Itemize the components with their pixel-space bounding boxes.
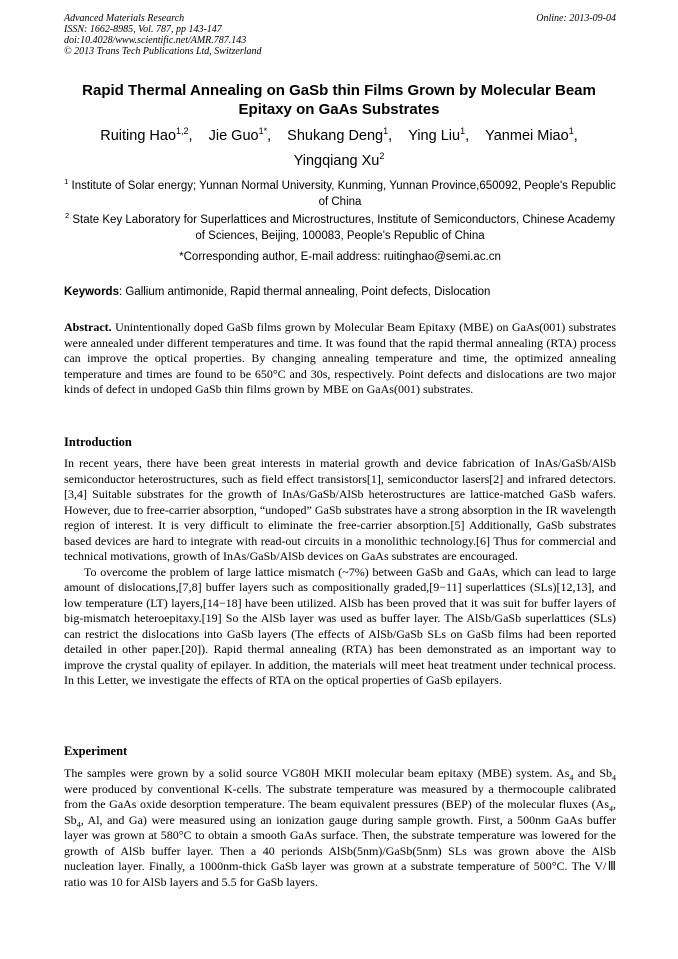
abstract <box>64 320 616 398</box>
author: Jie Guo$^{1*}$, <box>208 126 272 144</box>
copyright-line: © 2013 Trans Tech Publications Ltd, Switzerland <box>64 46 262 57</box>
introduction-section <box>64 456 616 689</box>
author: Ying Liu$^1$, <box>408 126 470 144</box>
author: Ruiting Hao$^{1,2}$, <box>100 126 193 144</box>
experiment-section <box>64 766 616 890</box>
corresponding-author: *Corresponding author, E-mail address: ruitinghao@semi.ac.cn <box>179 251 501 263</box>
journal-name: Advanced Materials Research <box>64 13 185 24</box>
abstract-text: Unintentionally doped GaSb films grown by Molecular Beam Epitaxy (MBE) on GaAs(001) substrates were annealed under different temperatures and time. It was found that the rapid thermal annealing (RTA) process can improve the optical properties. By changing annealing temperature and time, the optimized annealing temperature and times are found to be 650°C and 30s, respectively. Point defects and dislocations are two major kinds of defect in undoped GaSb thin films grown by MBE on GaAs(001) substrates. <box>64 320 616 396</box>
paper-title: Rapid Thermal Annealing on GaSb thin Films Grown by Molecular Beam Epitaxy on GaAs Substrates <box>82 82 596 118</box>
author: Yingqiang Xu$^2$ <box>293 151 385 169</box>
affiliation-1: $^1$ Institute of Solar energy; Yunnan Normal University, Kunming, Yunnan Province,650092, People's Republic of China <box>64 177 616 208</box>
doi-line: doi:10.4028/www.scientific.net/AMR.787.143 <box>64 35 247 46</box>
journal-header <box>64 13 616 57</box>
affiliation-2: $^2$ State Key Laboratory for Superlattices and Microstructures, Institute of Semiconductors, Chinese Academy of Sciences, Beijing, 100083, People's Republic of China <box>64 211 616 242</box>
author-list <box>40 124 638 174</box>
issn-line: ISSN: 1662-8985, Vol. 787, pp 143-147 <box>64 24 222 35</box>
introduction-heading: Introduction <box>64 435 132 449</box>
keywords-label: Keywords <box>64 286 119 298</box>
intro-paragraph-2: To overcome the problem of large lattice mismatch (~7%) between GaSb and GaAs, which can lead to large amount of dislocations,[7,8] buffer layers such as compositionally graded,[9−11] superlattices (SLs)[12,13], and low temperature (LT) layers,[14−18] have been utilized. AlSb has been proved that it was suit for buffer layers of big-mismatch heteroepitaxy.[19] So the AlSb layer was used as buffer layer. The AlSb/GaSb superlattices (SLs) can restrict the dislocations into GaSb layers (The effects of AlSb/GaSb SLs on GaSb films had been reported detailed in other paper.[20]). Rapid thermal annealing (RTA) has been demonstrated as an important way to improve the crystal quality of epilayer. In addition, the materials will meet heat treatment under technical process. In this Letter, we investigate the effects of RTA on the optical properties of GaSb epilayers. <box>64 564 616 687</box>
keywords-text: : Gallium antimonide, Rapid thermal annealing, Point defects, Dislocation <box>118 286 491 298</box>
online-date: Online: 2013-09-04 <box>536 13 616 24</box>
author: Shukang Deng$^1$, <box>287 126 393 144</box>
intro-paragraph-1: In recent years, there have been great interests in material growth and device fabrication of InAs/GaSb/AlSb semiconductor heterostructures, such as field effect transistors[1], semiconductor lasers[2] and infrared detectors.[3,4] Suitable substrates for the growth of InAs/GaSb/AlSb heterostructures are lattice-matched GaSb wafers. However, due to free-carrier absorption, “undoped” GaSb substrates have a strong absorption in the IR wavelength region of interest. It is very difficult to eliminate the free-carrier absorption.[5] Additionally, GaSb substrates based devices are hard to integrate with read-out circuits in a monolithic technology.[6] Thus for commercial and technical motivations, growth of InAs/GaSb/AlSb devices on GaAs substrates are encouraged. <box>64 456 616 563</box>
keywords <box>64 285 616 300</box>
abstract-label: Abstract. <box>64 320 112 334</box>
experiment-paragraph: The samples were grown by a solid source VG80H MKII molecular beam epitaxy (MBE) system. $As_4$ and $Sb_4$ were produced by conventional K-cells. The substrate temperature was measured by a thermocouple calibrated from the GaAs oxide desorption temperature. The beam equivalent pressures (BEP) of the molecular fluxes ($As_4$, $Sb_4$, Al, and Ga) were measured using an ionization gauge during sample growth. First, a 500nm GaAs buffer layer was grown at 580°C to obtain a smooth GaAs surface. Then, the substrate temperature was lowered for the growth of AlSb buffer layer. Then a 40 perionds AlSb(5nm)/GaSb(5nm) SLs was grown above the AlSb nucleation layer. Finally, a 1000nm-thick GaSb layer was grown at a substrate temperature of 500°C. The V/Ⅲ ratio was 10 for AlSb layers and 5.5 for GaSb layers. <box>64 766 617 889</box>
author: Yanmei Miao$^1$, <box>485 126 578 144</box>
experiment-heading: Experiment <box>64 744 128 758</box>
